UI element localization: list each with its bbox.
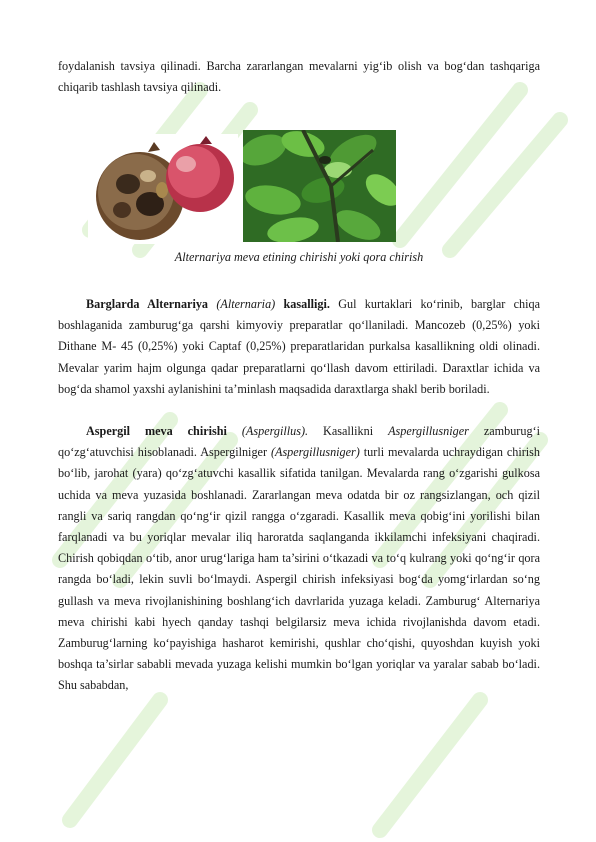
aspergillus-latin-2: Aspergillusniger	[388, 424, 469, 438]
aspergillus-latin: (Aspergillus).	[241, 424, 309, 438]
figure-caption: Alternariya meva etining chirishi yoki qora chirish	[174, 250, 424, 264]
alternaria-title: Barglarda Alternariya	[86, 297, 209, 311]
alternaria-paragraph	[58, 294, 540, 400]
aspergillus-latin-3: (Aspergillusniger)	[270, 445, 360, 460]
green-leaves-branch-image	[243, 130, 396, 242]
alternaria-latin: (Alternaria)	[216, 297, 276, 311]
alternaria-title-end: kasalligi.	[283, 297, 330, 311]
aspergillus-paragraph	[58, 421, 540, 697]
pomegranate-fruits-image	[88, 134, 238, 244]
alternaria-body: Gul kurtaklari ko‘rinib, barglar chiqa boshlaganida zamburug‘ga qarshi kimyoviy preparatlar qo‘llaniladi. Mancozeb (0,25%) yoki Dithane M- 45 (0,25%) yoki Captaf (0,25%) preparatlaridan purkalsa kasallikning oldi olinadi. Mevalar yarim hajm olgunga qadar preparatlarni qo‘llash davom ettiriladi. Daraxtlar ichida va bog‘da shamol yaxshi aylanishini ta’minlash maqsadida daraxtlarga shakl berib boriladi.	[58, 297, 541, 396]
intro-paragraph	[58, 56, 540, 98]
intro-text: foydalanish tavsiya qilinadi. Barcha zararlangan mevalarni yig‘ib olish va bog‘dan tashqariga chiqarib tashlash tavsiya qilinadi.	[58, 59, 540, 95]
aspergillus-body-2: zamburug‘i qo‘zg‘atuvchisi hisoblanadi. Aspergilniger	[58, 424, 540, 460]
aspergillus-title: Aspergil meva chirishi	[86, 424, 227, 438]
aspergillus-body-1: Kasallikni	[308, 424, 389, 438]
aspergillus-body-3: turli mevalarda uchraydigan chirish bo‘lib, jarohat (yara) qo‘zg‘atuvchi kasallik sifatida tanilgan. Mevalarda rang o‘zgarishi gulkosa uchida va meva yuzasida boshlanadi. Zararlangan meva odatda bir oz rangsizlangan, och qizil rangli va sariq rangdan qo‘ng‘ir qizil rangga o‘zgaradi. Kasallik meva qobig‘ini yorilishi bilan farqlanadi va bu yoriqlar mevalar iliq haroratda saqlanganda ikkilamchi infeksiyani chaqiradi. Chirish qobiqdan o‘tib, anor urug‘lariga ham ta’sirini o‘tkazadi va to‘q kulrang yoki qo‘ng‘ir qora rangda bo‘ladi, lekin suvli bo‘lmaydi. Aspergil chirish infeksiyasi bog‘da yomg‘irlardan so‘ng gullash va meva rivojlanishining boshlang‘ich davrlarida yuzaga keladi. Zamburug‘ Alternariya meva chirishi kabi hyech qanday tashqi belgilarsiz meva ichida rivojlanishda davom etadi. Zamburug‘larning ko‘payishiga hasharot kemirishi, qushlar cho‘qishi, quyoshdan kuyish yoki boshqa ta’sirlar sababli mevada yuzaga kelishi mumkin bo‘lgan yoriqlar va yaralar sabab bo‘ladi. Shu sababdan,	[58, 445, 541, 693]
